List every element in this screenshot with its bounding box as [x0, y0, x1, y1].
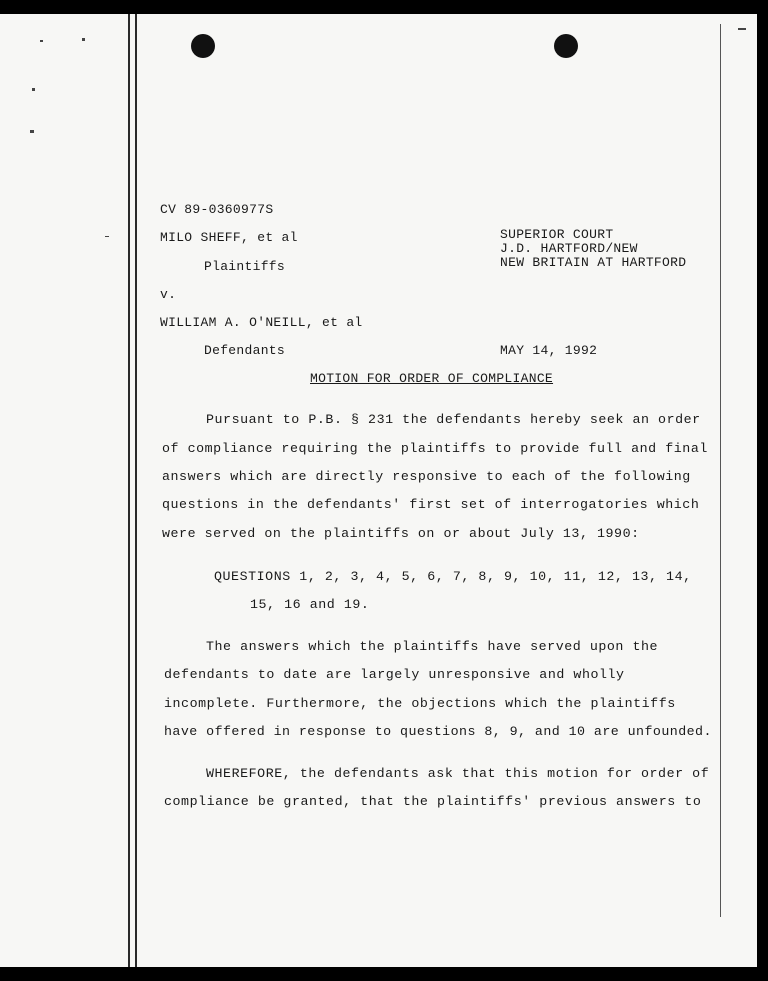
paragraph-1-line: answers which are directly responsive to each of the following [162, 469, 691, 484]
paragraph-2-line: incomplete. Furthermore, the objections which the plaintiffs [164, 696, 676, 711]
defendant-role: Defendants [204, 343, 286, 358]
punch-hole-right [554, 34, 578, 58]
scan-speck [32, 88, 35, 91]
questions-line: QUESTIONS 1, 2, 3, 4, 5, 6, 7, 8, 9, 10, 11, 12, 13, 14, [214, 569, 692, 584]
paragraph-3-line: WHEREFORE, the defendants ask that this motion for order of [206, 766, 710, 781]
document-date: MAY 14, 1992 [500, 343, 598, 358]
margin-rule-left-outer [128, 14, 130, 967]
court-line-3: NEW BRITAIN AT HARTFORD [500, 255, 687, 270]
paragraph-1-line: Pursuant to P.B. § 231 the defendants hereby seek an order [206, 412, 701, 427]
plaintiff-name: MILO SHEFF, et al [160, 230, 298, 245]
paragraph-1-line: of compliance requiring the plaintiffs to provide full and final [162, 441, 708, 456]
punch-hole-left [191, 34, 215, 58]
plaintiff-role: Plaintiffs [204, 259, 286, 274]
scan-speck [40, 40, 43, 42]
document-title: MOTION FOR ORDER OF COMPLIANCE [310, 371, 554, 386]
scan-speck [82, 38, 85, 41]
paragraph-3-line: compliance be granted, that the plaintiffs' previous answers to [164, 794, 702, 809]
scan-speck [738, 28, 746, 30]
versus: v. [160, 287, 177, 302]
paragraph-2-line: The answers which the plaintiffs have served upon the [206, 639, 659, 654]
paragraph-1-line: questions in the defendants' first set of interrogatories which [162, 497, 700, 512]
court-line-1: SUPERIOR COURT [500, 227, 614, 242]
court-block [500, 228, 686, 270]
document-page [0, 14, 757, 967]
case-number: CV 89-0360977S [160, 202, 274, 217]
defendant-name: WILLIAM A. O'NEILL, et al [160, 315, 363, 330]
paragraph-2-line: defendants to date are largely unresponsive and wholly [164, 667, 625, 682]
scan-speck [30, 130, 34, 133]
margin-rule-right [720, 24, 721, 917]
questions-line: 15, 16 and 19. [250, 597, 370, 612]
paragraph-1-line: were served on the plaintiffs on or about July 13, 1990: [162, 526, 640, 541]
court-line-2: J.D. HARTFORD/NEW [500, 241, 638, 256]
scan-speck [105, 236, 109, 237]
paragraph-2-line: have offered in response to questions 8, 9, and 10 are unfounded. [164, 724, 712, 739]
margin-rule-left-inner [135, 14, 137, 967]
